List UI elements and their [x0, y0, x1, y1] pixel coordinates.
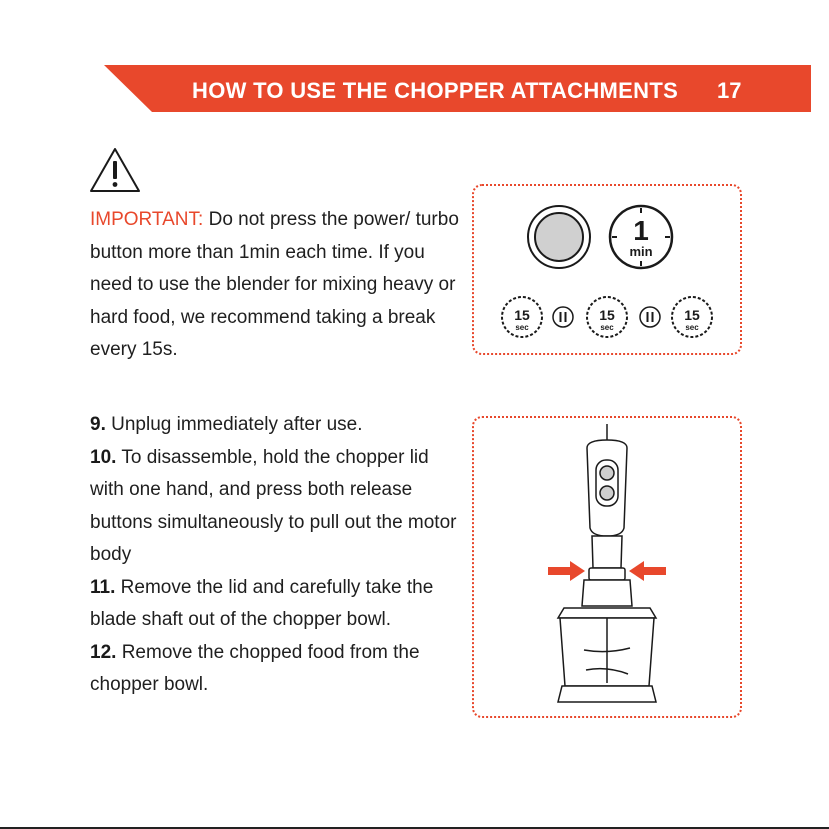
cycle-timer-unit: sec [515, 323, 529, 332]
important-text: Do not press the power/ turbo button more than 1min each time. If you need to use the blender for mixing heavy or hard food, we recommend taking a break every 15s. [90, 209, 459, 360]
fifteen-second-timer-icon [502, 297, 542, 337]
cycle-timer-unit: sec [600, 323, 614, 332]
timer-figure [472, 184, 742, 355]
main-timer-value: 1 [633, 215, 649, 246]
step-item [90, 572, 460, 637]
step-text: Remove the lid and carefully take the blade shaft out of the chopper bowl. [90, 576, 434, 630]
step-item [90, 409, 460, 442]
page-number: 17 [717, 78, 742, 103]
fifteen-second-timer-icon [672, 297, 712, 337]
hand-blender-chopper-icon [474, 418, 740, 716]
cycle-timer-value: 15 [684, 307, 700, 323]
step-item [90, 637, 460, 702]
step-number: 10. [90, 446, 117, 468]
step-text: To disassemble, hold the chopper lid with one hand, and press both release buttons simultaneously to pull out the motor body [90, 446, 457, 565]
step-item [90, 442, 460, 572]
cycle-timer-unit: sec [685, 323, 699, 332]
header-banner [0, 0, 829, 120]
step-number: 9. [90, 414, 106, 435]
cycle-timer-value: 15 [599, 307, 615, 323]
step-number: 12. [90, 641, 117, 663]
step-text: Unplug immediately after use. [111, 414, 363, 435]
warning-triangle-icon [88, 146, 142, 194]
pause-icon [553, 307, 573, 327]
page-title: HOW TO USE THE CHOPPER ATTACHMENTS [192, 78, 679, 103]
step-number: 11. [90, 576, 116, 598]
important-label: IMPORTANT: [90, 209, 204, 230]
important-notice [90, 204, 460, 367]
fifteen-second-timer-icon [587, 297, 627, 337]
blender-figure [472, 416, 742, 718]
steps-list [90, 409, 460, 702]
power-button-icon [528, 206, 590, 268]
pause-icon [640, 307, 660, 327]
cycle-timer-value: 15 [514, 307, 530, 323]
one-minute-timer-icon [610, 206, 672, 268]
main-timer-unit: min [629, 244, 653, 259]
step-text: Remove the chopped food from the chopper bowl. [90, 641, 420, 695]
timer-illustration [474, 186, 740, 353]
